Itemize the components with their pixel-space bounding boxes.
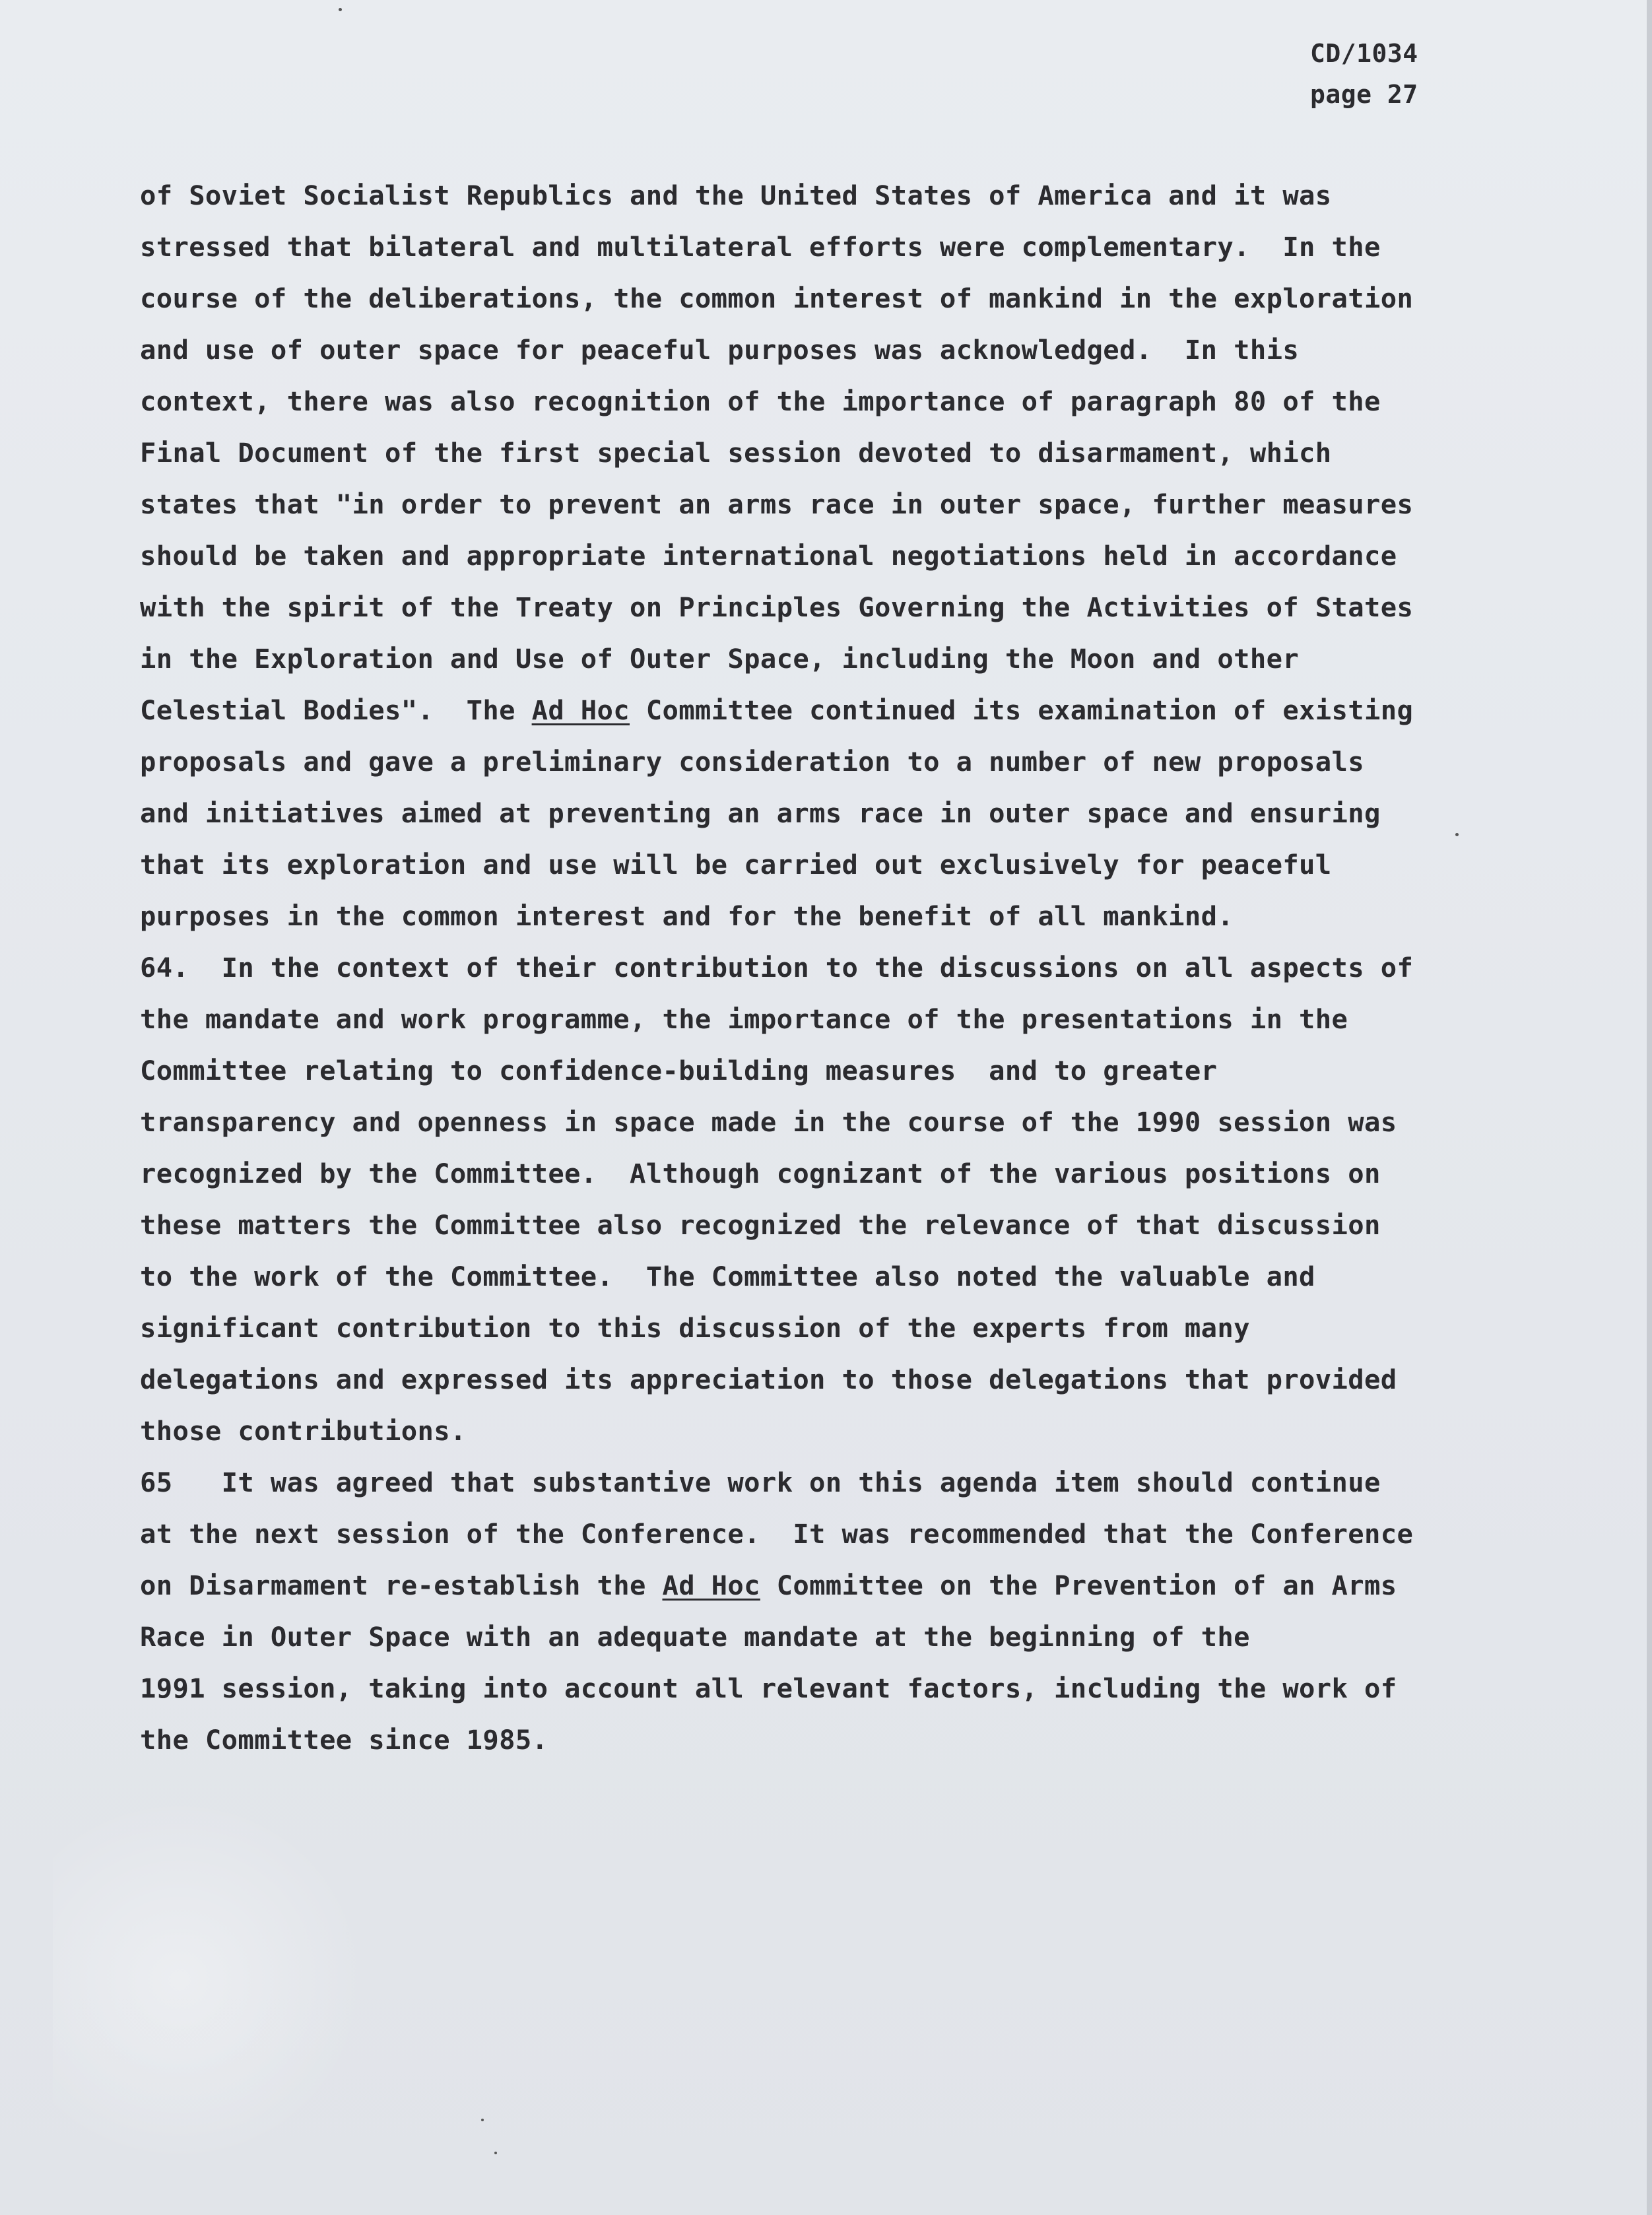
text-line: proposals and gave a preliminary consideration to a number of new proposals xyxy=(140,746,1364,777)
ad-hoc-underlined: Ad Hoc xyxy=(531,694,630,726)
text-line: with the spirit of the Treaty on Principles Governing the Activities of States xyxy=(140,591,1414,623)
text-line: Final Document of the first special session devoted to disarmament, which xyxy=(140,437,1332,469)
document-header xyxy=(1310,33,1418,115)
text-line: states that "in order to prevent an arms race in outer space, further measures xyxy=(140,488,1414,520)
text-line: course of the deliberations, the common interest of mankind in the exploration xyxy=(140,282,1414,314)
text-line: at the next session of the Conference. It was recommended that the Conference xyxy=(140,1518,1414,1550)
text-line: stressed that bilateral and multilateral efforts were complementary. In the xyxy=(140,231,1381,263)
document-symbol: CD/1034 xyxy=(1310,39,1418,68)
text-line: of Soviet Socialist Republics and the United States of America and it was xyxy=(140,180,1332,211)
text-line: delegations and expressed its appreciation to those delegations that provided xyxy=(140,1364,1397,1395)
text-segment: on Disarmament re-establish the xyxy=(140,1570,663,1601)
page-number: page 27 xyxy=(1310,80,1418,109)
ad-hoc-underlined: Ad Hoc xyxy=(662,1570,760,1601)
text-segment: Celestial Bodies". The xyxy=(140,694,532,726)
text-line: Race in Outer Space with an adequate mandate at the beginning of the xyxy=(140,1621,1250,1653)
text-line xyxy=(140,1569,1397,1602)
text-segment: Committee continued its examination of existing xyxy=(630,694,1414,726)
text-line: significant contribution to this discussion of the experts from many xyxy=(140,1312,1250,1344)
text-line: that its exploration and use will be carried out exclusively for peaceful xyxy=(140,849,1332,880)
text-line: the mandate and work programme, the importance of the presentations in the xyxy=(140,1003,1348,1035)
text-line: and use of outer space for peaceful purposes was acknowledged. In this xyxy=(140,334,1300,366)
paper-stain xyxy=(53,1795,370,2165)
text-line: Committee relating to confidence-building measures and to greater xyxy=(140,1055,1218,1086)
text-line: and initiatives aimed at preventing an arms race in outer space and ensuring xyxy=(140,797,1381,829)
text-line: purposes in the common interest and for the benefit of all mankind. xyxy=(140,900,1234,932)
text-line: transparency and openness in space made in the course of the 1990 session was xyxy=(140,1106,1397,1138)
text-line: these matters the Committee also recognized the relevance of that discussion xyxy=(140,1209,1381,1241)
text-line: context, there was also recognition of the importance of paragraph 80 of the xyxy=(140,385,1381,417)
text-line: should be taken and appropriate international negotiations held in accordance xyxy=(140,540,1397,572)
scan-speck xyxy=(339,8,342,11)
text-line: in the Exploration and Use of Outer Space, including the Moon and other xyxy=(140,643,1300,675)
text-segment: Committee on the Prevention of an Arms xyxy=(760,1570,1397,1601)
text-line xyxy=(140,694,1413,727)
page-edge xyxy=(1647,0,1652,2215)
text-line: 1991 session, taking into account all relevant factors, including the work of xyxy=(140,1672,1397,1704)
text-line: the Committee since 1985. xyxy=(140,1724,548,1756)
text-line: to the work of the Committee. The Committee also noted the valuable and xyxy=(140,1261,1315,1292)
text-line: those contributions. xyxy=(140,1415,467,1447)
paragraph-64-start: 64. In the context of their contribution to the discussions on all aspects of xyxy=(140,952,1414,983)
text-line: recognized by the Committee. Although cognizant of the various positions on xyxy=(140,1158,1381,1189)
paragraph-65-start: 65 It was agreed that substantive work on this agenda item should continue xyxy=(140,1467,1381,1498)
scan-speck xyxy=(481,2119,484,2121)
scan-speck xyxy=(494,2152,497,2154)
scan-speck xyxy=(1455,833,1459,836)
